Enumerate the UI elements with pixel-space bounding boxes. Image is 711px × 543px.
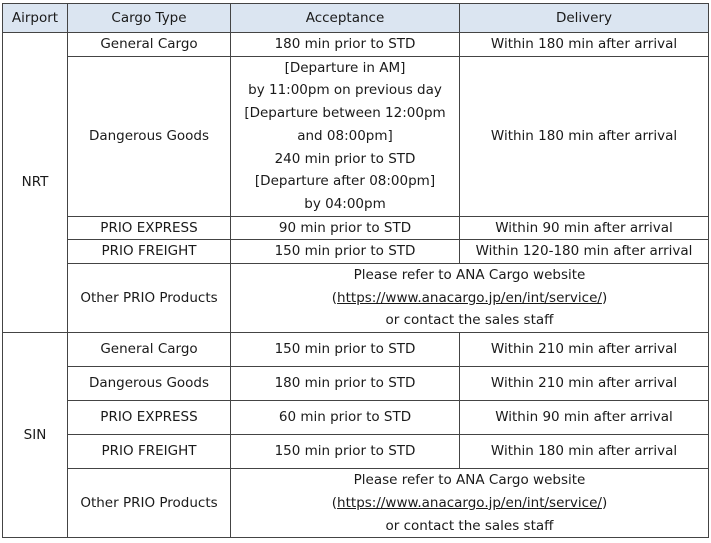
note-line: or contact the sales staff bbox=[385, 312, 554, 329]
cargo-type-cell: PRIO EXPRESS bbox=[68, 401, 231, 435]
delivery-cell: Within 210 min after arrival bbox=[460, 333, 709, 367]
header-cargo-type: Cargo Type bbox=[68, 4, 231, 33]
cargo-type-cell: Dangerous Goods bbox=[68, 56, 231, 216]
table-row bbox=[3, 469, 709, 538]
delivery-cell: Within 210 min after arrival bbox=[460, 367, 709, 401]
acceptance-line: and 08:00pm] bbox=[297, 127, 393, 144]
delivery-cell: Within 180 min after arrival bbox=[460, 33, 709, 57]
acceptance-line: [Departure between 12:00pm bbox=[244, 105, 446, 122]
delivery-cell: Within 180 min after arrival bbox=[460, 435, 709, 469]
cargo-type-cell: General Cargo bbox=[68, 333, 231, 367]
delivery-cell: Within 120-180 min after arrival bbox=[460, 240, 709, 264]
cargo-schedule-table bbox=[2, 3, 709, 538]
ana-cargo-link[interactable]: https://www.anacargo.jp/en/int/service/ bbox=[337, 494, 602, 511]
table-row bbox=[3, 56, 709, 216]
note-url-line bbox=[234, 287, 705, 310]
header-delivery: Delivery bbox=[460, 4, 709, 33]
open-paren: ( bbox=[331, 494, 338, 511]
cargo-type-cell: PRIO FREIGHT bbox=[68, 240, 231, 264]
ana-cargo-link[interactable]: https://www.anacargo.jp/en/int/service/ bbox=[337, 289, 602, 306]
acceptance-cell: 150 min prior to STD bbox=[231, 240, 460, 264]
airport-sin: SIN bbox=[3, 333, 68, 538]
close-paren: ) bbox=[601, 494, 608, 511]
note-line: Please refer to ANA Cargo website bbox=[353, 267, 586, 284]
header-airport: Airport bbox=[3, 4, 68, 33]
delivery-cell: Within 90 min after arrival bbox=[460, 216, 709, 240]
delivery-cell: Within 90 min after arrival bbox=[460, 401, 709, 435]
acceptance-cell: 60 min prior to STD bbox=[231, 401, 460, 435]
acceptance-line: by 04:00pm bbox=[304, 195, 386, 212]
table-row bbox=[3, 216, 709, 240]
table-row bbox=[3, 435, 709, 469]
note-url-line bbox=[234, 492, 705, 515]
acceptance-line: [Departure after 08:00pm] bbox=[254, 173, 436, 190]
other-prio-note bbox=[231, 469, 709, 538]
acceptance-cell: 180 min prior to STD bbox=[231, 33, 460, 57]
header-row bbox=[3, 4, 709, 33]
airport-nrt: NRT bbox=[3, 33, 68, 333]
table-row bbox=[3, 264, 709, 333]
acceptance-cell: 150 min prior to STD bbox=[231, 435, 460, 469]
cargo-type-cell: General Cargo bbox=[68, 33, 231, 57]
cargo-schedule-container bbox=[2, 3, 709, 538]
cargo-type-cell: Other PRIO Products bbox=[68, 469, 231, 538]
open-paren: ( bbox=[331, 289, 338, 306]
delivery-cell: Within 180 min after arrival bbox=[460, 56, 709, 216]
acceptance-cell: 150 min prior to STD bbox=[231, 333, 460, 367]
header-acceptance: Acceptance bbox=[231, 4, 460, 33]
note-line: or contact the sales staff bbox=[385, 517, 554, 534]
acceptance-line: 240 min prior to STD bbox=[274, 150, 416, 167]
table-row bbox=[3, 240, 709, 264]
table-row bbox=[3, 367, 709, 401]
table-row bbox=[3, 33, 709, 57]
cargo-type-cell: Dangerous Goods bbox=[68, 367, 231, 401]
cargo-type-cell: PRIO EXPRESS bbox=[68, 216, 231, 240]
other-prio-note bbox=[231, 264, 709, 333]
acceptance-line: by 11:00pm on previous day bbox=[248, 82, 442, 99]
acceptance-line: [Departure in AM] bbox=[284, 59, 406, 76]
table-row bbox=[3, 333, 709, 367]
note-line: Please refer to ANA Cargo website bbox=[353, 472, 586, 489]
close-paren: ) bbox=[601, 289, 608, 306]
cargo-type-cell: PRIO FREIGHT bbox=[68, 435, 231, 469]
acceptance-cell: 180 min prior to STD bbox=[231, 367, 460, 401]
cargo-type-cell: Other PRIO Products bbox=[68, 264, 231, 333]
acceptance-cell-multiline bbox=[231, 56, 460, 216]
acceptance-cell: 90 min prior to STD bbox=[231, 216, 460, 240]
table-row bbox=[3, 401, 709, 435]
